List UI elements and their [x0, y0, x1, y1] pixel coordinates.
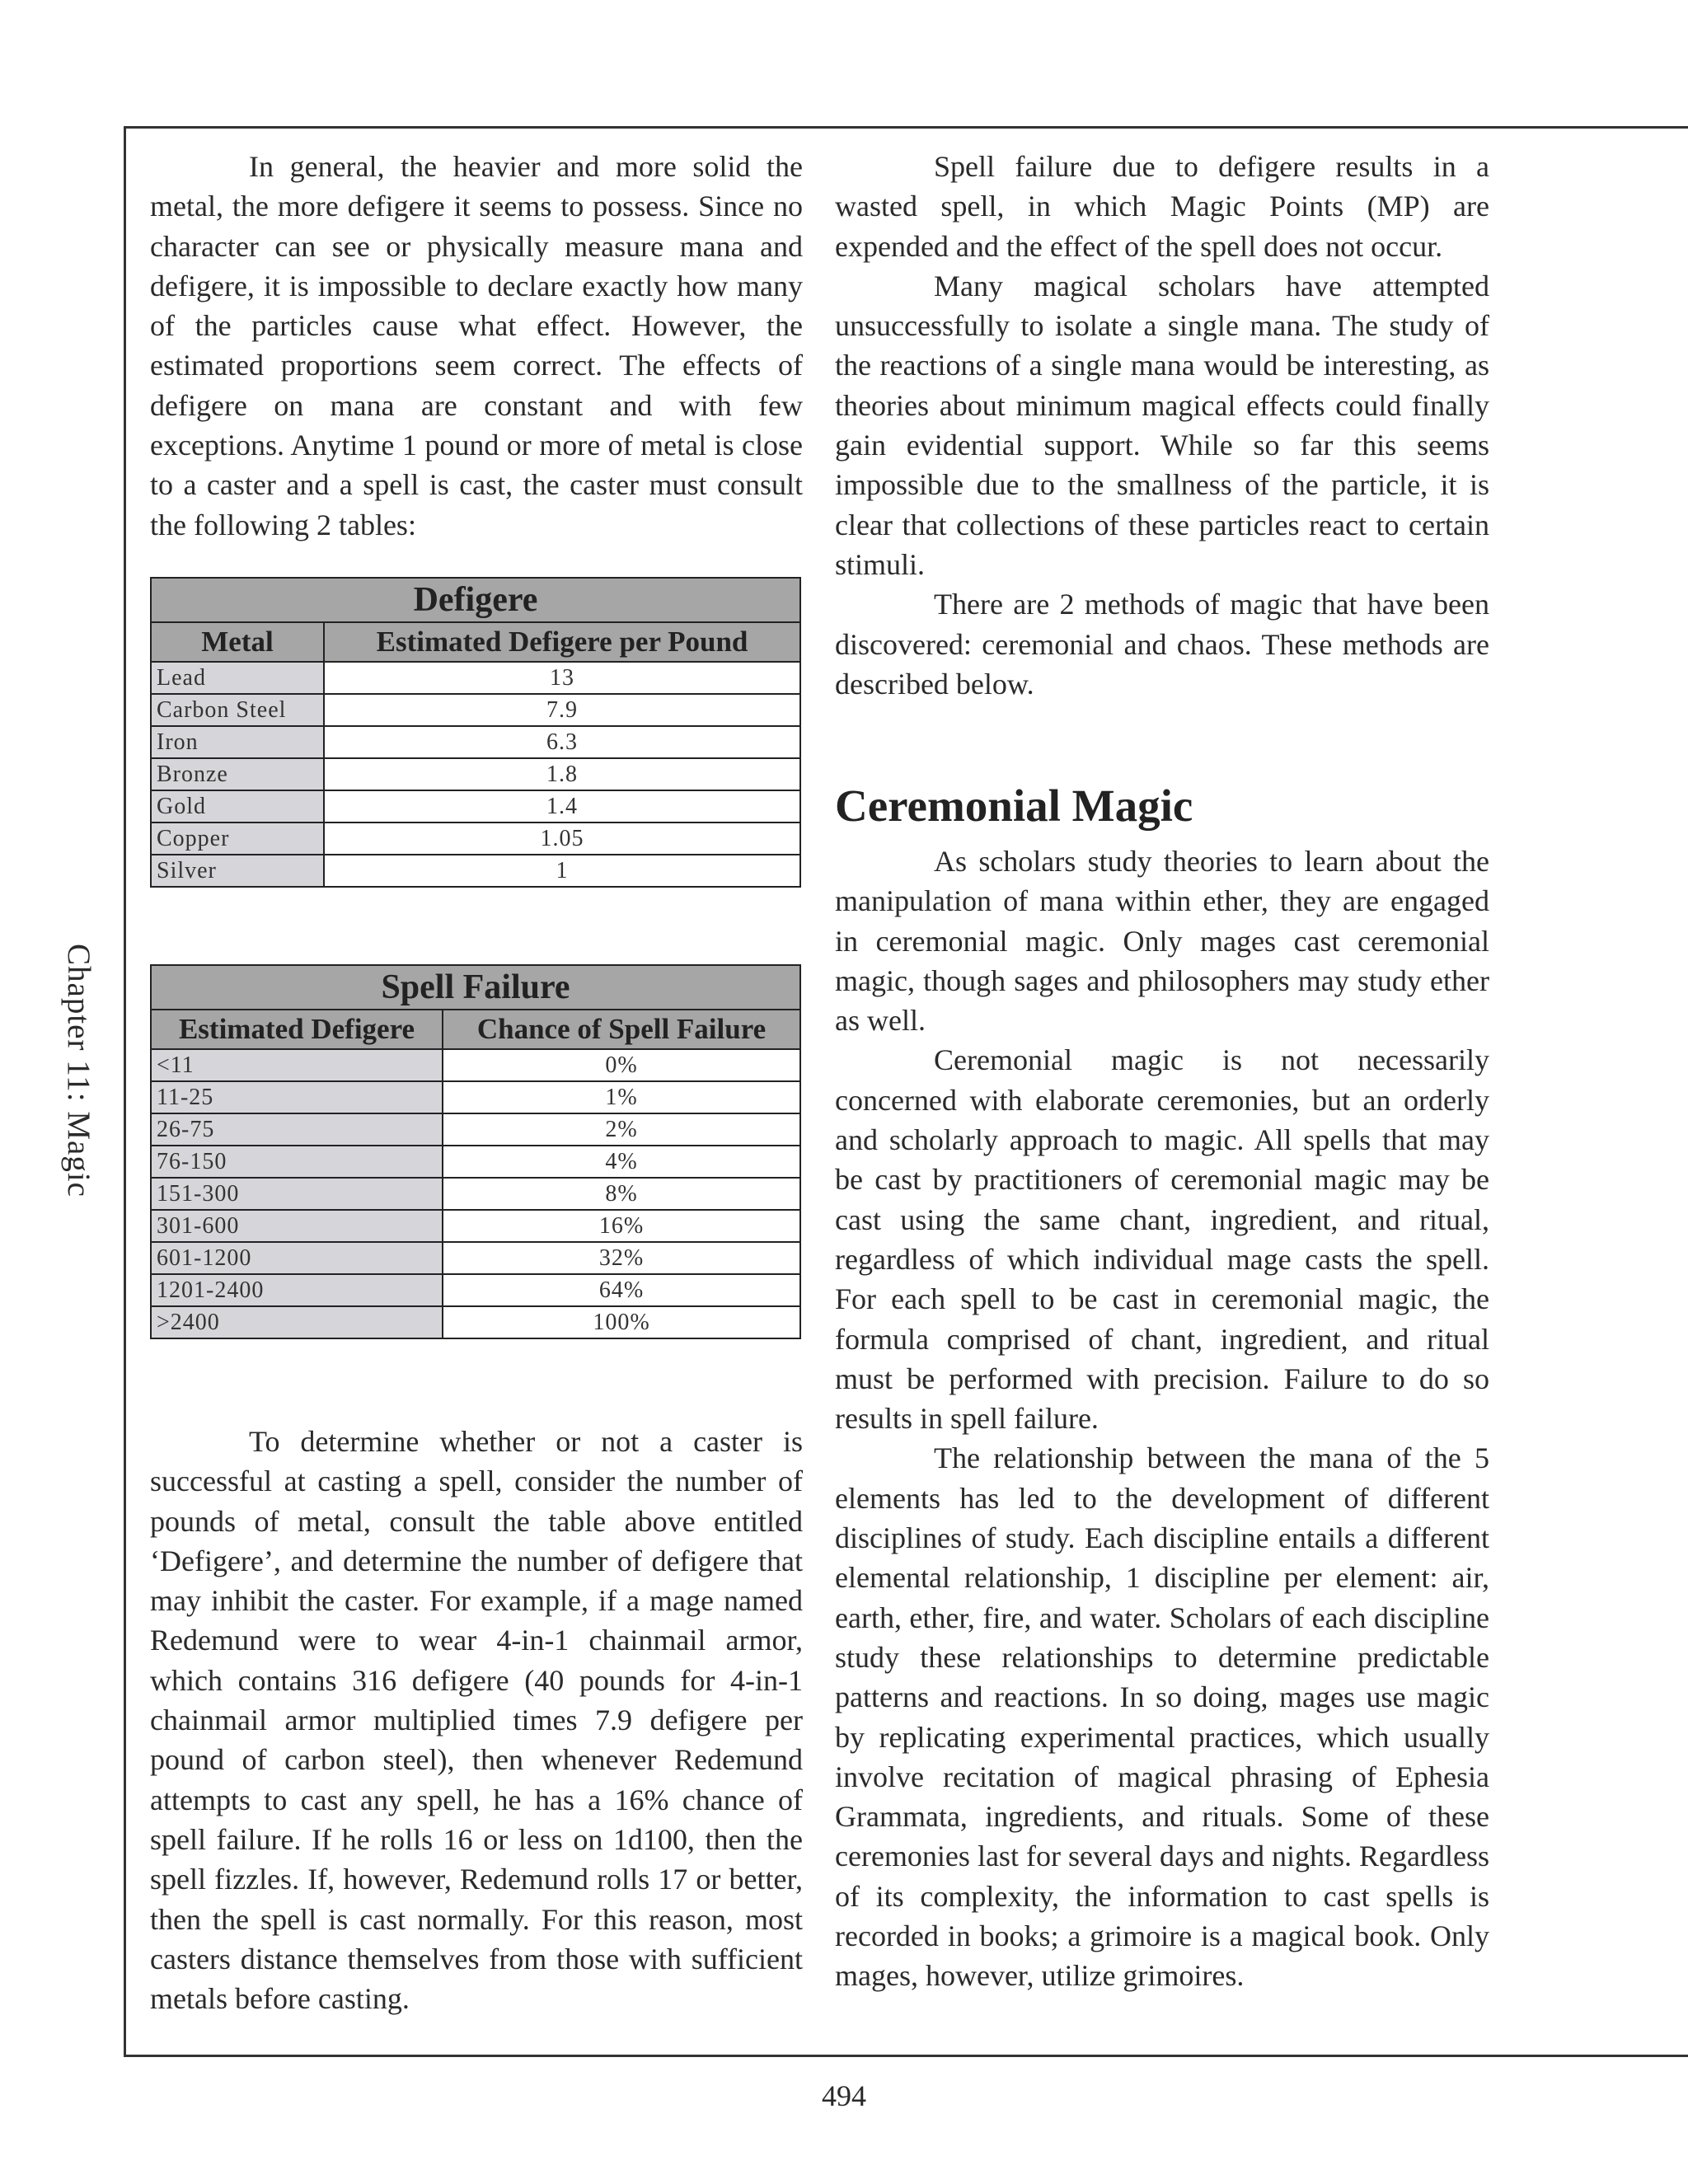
table-row: [151, 855, 800, 887]
paragraph: There are 2 methods of magic that have been discovered: ceremonial and chaos. These methods are described below.: [835, 588, 1489, 701]
table-row: [151, 1306, 800, 1338]
table-cell: 1.05: [324, 823, 800, 855]
table-cell: 301-600: [151, 1210, 443, 1242]
table-cell: Bronze: [151, 758, 324, 790]
paragraph: The relationship between the mana of the 5 elements has led to the development of different disciplines of study. Each discipline entails a different elemental relationship, 1 discipline per element: air, earth, ether, fire, and water. Scholars of each discipline study these relationships to determine predictable patterns and reactions. In so doing, mages use magic by replicating experimental practices, which usually involve recitation of magical phrasing of Ephesia Grammata, ingredients, and rituals. Some of these ceremonies last for several days and nights. Regardless of its complexity, the information to cast spells is recorded in books; a grimoire is a magical book. Only mages, however, utilize grimoires.: [835, 1441, 1489, 1993]
table-cell: 11-25: [151, 1081, 443, 1113]
example-paragraph: To determine whether or not a caster is successful at casting a spell, consider the number of pounds of metal, consult the table above entitled ‘Defigere’, and determine the number of defigere that may inhibit the caster. For example, if a mage named Redemund were to wear 4-in-1 chainmail armor, which contains 316 defigere (40 pounds for 4-in-1 chainmail armor multiplied times 7.9 defigere per pound of carbon steel), then whenever Redemund attempts to cast any spell, he has a 16% chance of spell failure. If he rolls 16 or less on 1d100, then the spell fizzles. If, however, Redemund rolls 17 or better, then the spell is cast normally. For this reason, most casters distance themselves from those with sufficient metals before casting.: [150, 1425, 803, 2016]
table-row: [151, 1210, 800, 1242]
table-cell: 13: [324, 662, 800, 694]
table-cell: 2%: [443, 1113, 800, 1146]
page-frame-bottom: [124, 2055, 1688, 2057]
table-cell: 26-75: [151, 1113, 443, 1146]
table-row: [151, 1274, 800, 1306]
table-cell: 16%: [443, 1210, 800, 1242]
left-column-example: [150, 1422, 803, 2018]
table-cell: Silver: [151, 855, 324, 887]
left-column-intro: [150, 147, 803, 545]
table-cell: Copper: [151, 823, 324, 855]
table-cell: 601-1200: [151, 1242, 443, 1274]
table-cell: 7.9: [324, 694, 800, 726]
table-cell: 32%: [443, 1242, 800, 1274]
table-row: [151, 1242, 800, 1274]
table-cell: 8%: [443, 1178, 800, 1210]
table-cell: Gold: [151, 790, 324, 823]
table-row: [151, 1049, 800, 1081]
table-cell: 76-150: [151, 1146, 443, 1178]
table-row: [151, 1113, 800, 1146]
table-cell: 4%: [443, 1146, 800, 1178]
table-cell: 1201-2400: [151, 1274, 443, 1306]
spell-failure-table-title: Spell Failure: [151, 965, 800, 1010]
table-header: Metal: [151, 622, 324, 662]
page-number: 494: [822, 2079, 866, 2112]
table-cell: >2400: [151, 1306, 443, 1338]
page-frame-top: [124, 126, 1688, 129]
table-cell: Carbon Steel: [151, 694, 324, 726]
table-cell: 0%: [443, 1049, 800, 1081]
defigere-table-title: Defigere: [151, 578, 800, 622]
paragraph: Many magical scholars have attempted unsuccessfully to isolate a single mana. The study of the reactions of a single mana would be interesting, as theories about minimum magical effects could finally gain evidential support. While so far this seems impossible due to the smallness of the particle, it is clear that collections of these particles react to certain stimuli.: [835, 269, 1489, 581]
table-header: Chance of Spell Failure: [443, 1010, 800, 1049]
table-row: [151, 1081, 800, 1113]
table-row: [151, 1178, 800, 1210]
table-row: [151, 662, 800, 694]
table-row: [151, 758, 800, 790]
intro-paragraph: In general, the heavier and more solid the metal, the more defigere it seems to possess. Since no character can see or physically measure mana and defigere, it is impossible to declare exactly how many of the particles cause what effect. However, the estimated proportions seem correct. The effects of defigere on mana are constant and with few exceptions. Anytime 1 pound or more of metal is close to a caster and a spell is cast, the caster must consult the following 2 tables:: [150, 150, 803, 541]
table-cell: 1.8: [324, 758, 800, 790]
paragraph: Spell failure due to defigere results in a wasted spell, in which Magic Points (MP) are expended and the effect of the spell does not occur.: [835, 150, 1489, 263]
table-cell: 1.4: [324, 790, 800, 823]
table-cell: Iron: [151, 726, 324, 758]
table-row: [151, 694, 800, 726]
spell-failure-table: [150, 964, 801, 1339]
table-cell: Lead: [151, 662, 324, 694]
table-cell: 1%: [443, 1081, 800, 1113]
table-cell: 1: [324, 855, 800, 887]
chapter-label: Chapter 11: Magic: [61, 944, 96, 1197]
table-header: Estimated Defigere: [151, 1010, 443, 1049]
table-row: [151, 726, 800, 758]
table-cell: 64%: [443, 1274, 800, 1306]
table-row: [151, 1146, 800, 1178]
paragraph: Ceremonial magic is not necessarily concerned with elaborate ceremonies, but an orderly and scholarly approach to magic. All spells that may be cast by practitioners of ceremonial magic may be cast using the same chant, ingredient, and ritual, regardless of which individual mage casts the spell. For each spell to be cast in ceremonial magic, the formula comprised of chant, ingredient, and ritual must be performed with precision. Failure to do so results in spell failure.: [835, 1043, 1489, 1436]
right-column-bottom: [835, 841, 1489, 1996]
section-heading: Ceremonial Magic: [835, 780, 1193, 831]
table-cell: 151-300: [151, 1178, 443, 1210]
table-header: Estimated Defigere per Pound: [324, 622, 800, 662]
table-row: [151, 790, 800, 823]
table-cell: 100%: [443, 1306, 800, 1338]
table-cell: 6.3: [324, 726, 800, 758]
table-row: [151, 823, 800, 855]
paragraph: As scholars study theories to learn about the manipulation of mana within ether, they are engaged in ceremonial magic. Only mages cast ceremonial magic, though sages and philosophers may study ether as well.: [835, 845, 1489, 1038]
defigere-table: [150, 577, 801, 888]
table-cell: <11: [151, 1049, 443, 1081]
page-frame-left: [124, 126, 126, 2057]
right-column-top: [835, 147, 1489, 704]
